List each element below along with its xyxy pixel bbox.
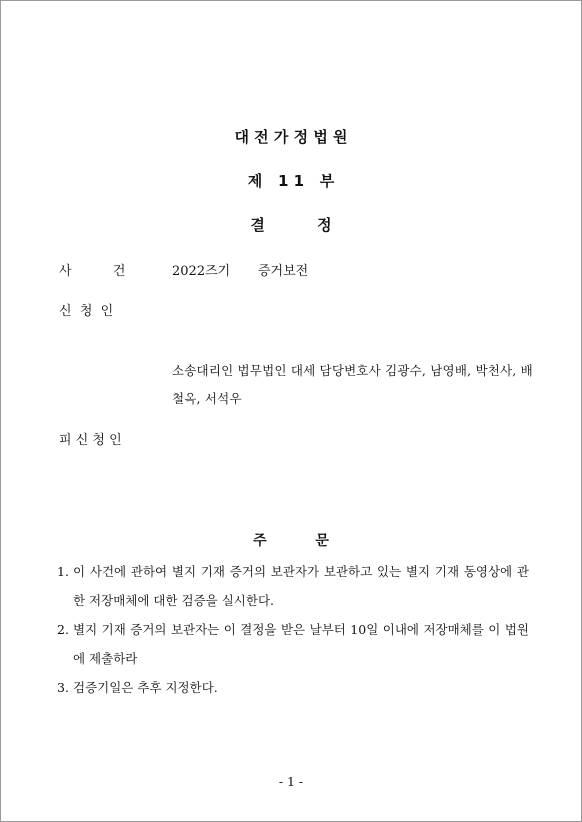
order-item <box>57 557 529 615</box>
order-item-number: 3. <box>57 680 69 695</box>
order-item-text: 별지 기재 증거의 보관자는 이 결정을 받은 날부터 10일 이내에 저장매체를 이 법원에 제출하라 <box>73 622 529 666</box>
court-name: 대 전 가 정 법 원 <box>234 128 348 146</box>
page-number: - 1 - <box>278 774 304 789</box>
applicant-label: 신 청 인 <box>59 304 114 319</box>
order-list <box>57 557 529 702</box>
division-name: 제 1 1 부 <box>247 172 335 190</box>
order-item-number: 2. <box>57 622 69 637</box>
document-type: 결 정 <box>250 216 332 234</box>
order-item <box>57 673 529 702</box>
respondent-label: 피 신 청 인 <box>59 433 122 448</box>
applicant-representative: 소송대리인 법무법인 대세 담당변호사 김광수, 남영배, 박천사, 배철옥, 서석우 <box>172 363 533 406</box>
order-item-text: 검증기일은 추후 지정한다. <box>73 680 218 695</box>
order-item-number: 1. <box>57 564 69 579</box>
case-number: 2022즈기 <box>172 264 231 279</box>
order-item <box>57 615 529 673</box>
order-item-text: 이 사건에 관하여 별지 기재 증거의 보관자가 보관하고 있는 별지 기재 동영상에 관한 저장매체에 대한 검증을 실시한다. <box>73 564 529 608</box>
case-label: 사 건 <box>59 264 126 279</box>
order-title: 주 문 <box>253 533 329 549</box>
case-name: 증거보전 <box>258 264 309 279</box>
